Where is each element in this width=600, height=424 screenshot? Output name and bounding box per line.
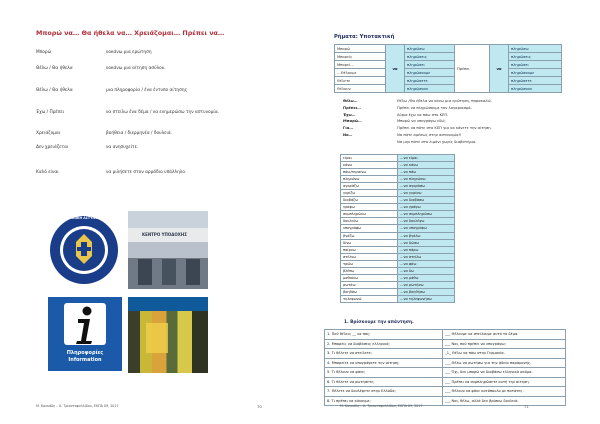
subjunctive-cell: …να ρωτήσω (398, 281, 455, 288)
verb-cell: πάω/πηγαίνω (341, 169, 398, 176)
answer-cell[interactable]: ___ Ναι, θέλω, αλλά δεν βρίσκω δουλειά. (443, 396, 566, 406)
verb-cell: βλέπω (341, 267, 398, 274)
example-text: Πρέπει να πάτε στο ΚΕΠ για να κάνετε την αίτηση. (397, 126, 492, 131)
verb-cell: τηλεφωνώ (341, 295, 398, 302)
table-row (341, 211, 455, 218)
example-text: Πρέπει να πληρώσουμε τον λογαριασμό. (397, 105, 472, 110)
table-row (341, 218, 455, 225)
verb-form-cell: πληρώσουμε (405, 69, 458, 77)
example-key: Για… (343, 126, 354, 131)
subjunctive-cell: …να γράψω (398, 204, 455, 211)
table-row (341, 225, 455, 232)
question-cell: 1. Πού θέλεις __ να πας; (325, 330, 443, 340)
na-cell: να (386, 45, 405, 93)
verb-form-cell: πληρώσετε (405, 77, 458, 85)
building-sign-text: ΚΕΝΤΡΟ ΥΠΟΔΟΧΗΣ (142, 232, 187, 237)
phrase-meaning: να ανησυχείτε. (106, 145, 139, 150)
police-logo-text: ΕΛΛΗΝΙΚΗ ΑΣΤΥΝΟΜΙΑ (63, 216, 105, 220)
phrase-key: Θέλω / Θα ήθελα (36, 88, 73, 93)
section-title: Ρήματα: Υποτακτική (334, 34, 395, 40)
page-footer: Μ. Κουκάδη – Α. Τριανταφυλλίδου, ΕΚΠΑ 09, 2017 (340, 404, 423, 408)
pronoun-cell: Θέλουν (335, 85, 386, 93)
phrase-key: Καλό είναι (36, 170, 59, 175)
door-shape (186, 259, 200, 285)
table-row (325, 368, 566, 378)
question-cell: 6. Τι θέλετε να ρωτήσετε; (325, 377, 443, 387)
phrase-meaning: να στείλω ένα δέμα / να ενημερώσω την αστυνομία. (106, 110, 220, 115)
verb-form-cell: πληρώσω (509, 45, 562, 53)
verb-cell: γράφω (341, 204, 398, 211)
pronoun-cell: Μπορεί… (335, 61, 386, 69)
right-page (300, 0, 600, 424)
verb-cell: κάνω (341, 162, 398, 169)
table-row (455, 45, 562, 53)
verb-form-cell: πληρώσει (405, 61, 458, 69)
building-photo (128, 211, 208, 289)
verb-cell: πληρώνω (341, 176, 398, 183)
answer-cell[interactable]: ___ Όχι, δεν μπορώ να διαβάσω ελληνικά ακόμα. (443, 368, 566, 378)
verb-form-cell: πληρώσουν (405, 85, 458, 93)
pronoun-cell: Μπορείς (335, 53, 386, 61)
table-row (341, 176, 455, 183)
phrase-key: Θέλω / Θα ήθελα (36, 66, 73, 71)
table-row (341, 169, 455, 176)
table-row (335, 45, 458, 53)
verb-form-cell: πληρώσετε (509, 77, 562, 85)
verb-cell: ρωτάω (341, 281, 398, 288)
question-cell: 4. Μπορείτε να υπογράψετε την αίτηση; (325, 358, 443, 368)
answer-cell[interactable]: _1_ Θέλω να πάω στην Γερμανία. (443, 349, 566, 359)
phrase-meaning: βοήθεια / διερμηνέα / δουλειά. (106, 131, 173, 136)
table-row (341, 246, 455, 253)
question-cell: 5. Τι θέλουν να φάνε; (325, 368, 443, 378)
exercise-title: 1. Βρίσκουμε την απάντηση. (344, 320, 414, 325)
subjunctive-cell: …να διαβάσω (398, 197, 455, 204)
table-row (341, 274, 455, 281)
pronoun-cell: Πρέπει (455, 45, 490, 93)
verb-form-cell: πληρώσουν (509, 85, 562, 93)
phrase-key: Δεν χρειάζεται (36, 145, 69, 150)
info-desk-photo (128, 297, 208, 373)
example-key: Έχω… (343, 112, 356, 117)
table-row (325, 387, 566, 397)
pronoun-cell: …Θέλουμε (335, 69, 386, 77)
subjunctive-cell: …να δω (398, 267, 455, 274)
answer-cell[interactable]: ___ Θέλουν να φάνε κοτόπουλο με πατάτες. (443, 387, 566, 397)
verb-cell: βοηθάω (341, 288, 398, 295)
table-row (341, 260, 455, 267)
subjunctive-cell: …να βγάλω (398, 232, 455, 239)
page-number: 70 (257, 404, 262, 409)
example-text: Να πάτε αμέσως στην αστυνομία!! (397, 133, 462, 137)
verb-form-cell: πληρώσει (509, 61, 562, 69)
table-row (341, 232, 455, 239)
verb-cell: μαθαίνω (341, 274, 398, 281)
verb-cell: τρώω (341, 260, 398, 267)
verb-cell: παίρνω (341, 246, 398, 253)
verb-cell: αγοράζω (341, 183, 398, 190)
phrase-key: Χρειάζομαι (36, 131, 61, 136)
subjunctive-cell: …να γυρίσω (398, 190, 455, 197)
verb-cell: δίνω (341, 239, 398, 246)
answer-cell[interactable]: ___ Ναι, πού πρέπει να υπογράψω; (443, 339, 566, 349)
subjunctive-cell: …να υπογράψω (398, 225, 455, 232)
subjunctive-cell: …να κάνω (398, 162, 455, 169)
subjunctive-cell: …να πάω (398, 169, 455, 176)
verb-cell: δουλεύω (341, 218, 398, 225)
pronoun-cell: Μπορώ (335, 45, 386, 53)
subjunctive-cell: …να βοηθήσω (398, 288, 455, 295)
table-row (341, 204, 455, 211)
phrase-meaning: νοκάνω μια ερώτηση (106, 50, 152, 55)
question-cell: 8. Τι πρέπει να κάνουμε; (325, 396, 443, 406)
conjugation-table (454, 44, 562, 93)
phrase-meaning: μια πληροφορία / ένα έντυπο αίτησης (106, 88, 188, 93)
subjunctive-cell: …να τηλεφωνήσω (398, 295, 455, 302)
subjunctive-cell: …να δουλέψω (398, 218, 455, 225)
subjunctive-cell: …να στείλω (398, 253, 455, 260)
table-row (341, 190, 455, 197)
info-sign-image (48, 297, 122, 371)
subjunctive-cell: …να είμαι (398, 155, 455, 162)
verb-form-cell: πληρώσουμε (509, 69, 562, 77)
question-cell: 3. Τι θέλετε να στείλετε; (325, 349, 443, 359)
exercise-table (324, 329, 566, 406)
example-key: Να… (343, 133, 353, 137)
verb-cell: είμαι (341, 155, 398, 162)
verb-cell: συμπληρώνω (341, 211, 398, 218)
example-text: Αύριο έχω να πάω στο ΚΕΠ. (397, 112, 449, 117)
example-text: Να μην πάτε στο λιμάνι χωρίς διαβατήριο. (397, 139, 477, 144)
answer-cell[interactable]: ___ Θέλουμε να στείλουμε αυτό το δέμα. (443, 330, 566, 340)
verb-cell: γυρίζω (341, 190, 398, 197)
example-key: Θέλω… (343, 99, 358, 103)
door-shape (162, 259, 176, 285)
example-key: Πρέπει… (343, 105, 361, 110)
table-row (325, 339, 566, 349)
table-row (341, 267, 455, 274)
example-key: Μπορώ… (343, 119, 362, 124)
subjunctive-cell: …να μάθω (398, 274, 455, 281)
police-logo-image (48, 212, 120, 288)
verb-forms-table (340, 154, 455, 303)
question-cell: 2. Μπορείς να διαβάσεις ελληνικά; (325, 339, 443, 349)
subjunctive-cell: …να αγοράσω (398, 183, 455, 190)
table-row (325, 377, 566, 387)
pronoun-cell: Θέλετε (335, 77, 386, 85)
answer-cell[interactable]: ___ Θέλω να ρωτήσω για την άδεια παραμονής. (443, 358, 566, 368)
table-row (341, 183, 455, 190)
page-footer: Μ. Κουκάδη – Α. Τριανταφυλλίδου, ΕΚΠΑ 09, 2017 (36, 404, 119, 408)
display-panel (146, 323, 168, 353)
verb-cell: βγάζω (341, 232, 398, 239)
table-row (341, 239, 455, 246)
table-row (325, 358, 566, 368)
answer-cell[interactable]: ___ Πρέπει να συμπληρώσετε αυτή την αίτηση. (443, 377, 566, 387)
verb-cell: υπογράφω (341, 225, 398, 232)
verb-cell: στέλνω (341, 253, 398, 260)
verb-form-cell: πληρώσεις (405, 53, 458, 61)
table-row (341, 197, 455, 204)
verb-cell: διαβάζω (341, 197, 398, 204)
table-row (341, 288, 455, 295)
table-row (341, 295, 455, 302)
phrase-meaning: να μιλήσετε στον αρμόδιο υπάλληλο. (106, 170, 187, 175)
door-shape (138, 259, 152, 285)
info-sign-label: Πληροφορίες Information (66, 350, 104, 363)
subjunctive-cell: …να συμπληρώσω (398, 211, 455, 218)
subjunctive-cell: …να φάω (398, 260, 455, 267)
phrase-key: Μπορώ (36, 50, 52, 55)
table-row (341, 155, 455, 162)
phrase-key: Έχω / Πρέπει (36, 110, 65, 115)
example-text: Μπορώ να υπογράψω εδώ; (397, 119, 446, 124)
table-row (341, 162, 455, 169)
example-text: Θέλω /Θα ήθελα να κάνω μια ερώτηση, παρακαλώ. (397, 99, 492, 103)
verb-form-cell: πληρώσω (405, 45, 458, 53)
table-row (325, 330, 566, 340)
question-cell: 7. Θέλετε να δουλέψετε στην Ελλάδα; (325, 387, 443, 397)
verb-form-cell: πληρώσεις (509, 53, 562, 61)
phrase-meaning: νοκάνω μια αίτηση ασύλου. (106, 66, 166, 71)
subjunctive-cell: …να δώσω (398, 239, 455, 246)
table-row (341, 281, 455, 288)
conjugation-table (334, 44, 458, 93)
na-cell: να (490, 45, 509, 93)
subjunctive-cell: …να πάρω (398, 246, 455, 253)
desk-banner (128, 297, 208, 311)
table-row (341, 253, 455, 260)
page-number: 71 (524, 404, 529, 409)
police-emblem-icon (48, 212, 120, 288)
table-row (325, 349, 566, 359)
subjunctive-cell: …να πληρώσω (398, 176, 455, 183)
page-title: Μπορώ να… Θα ήθελα να… Χρειάζομαι… Πρέπει να… (36, 29, 225, 37)
